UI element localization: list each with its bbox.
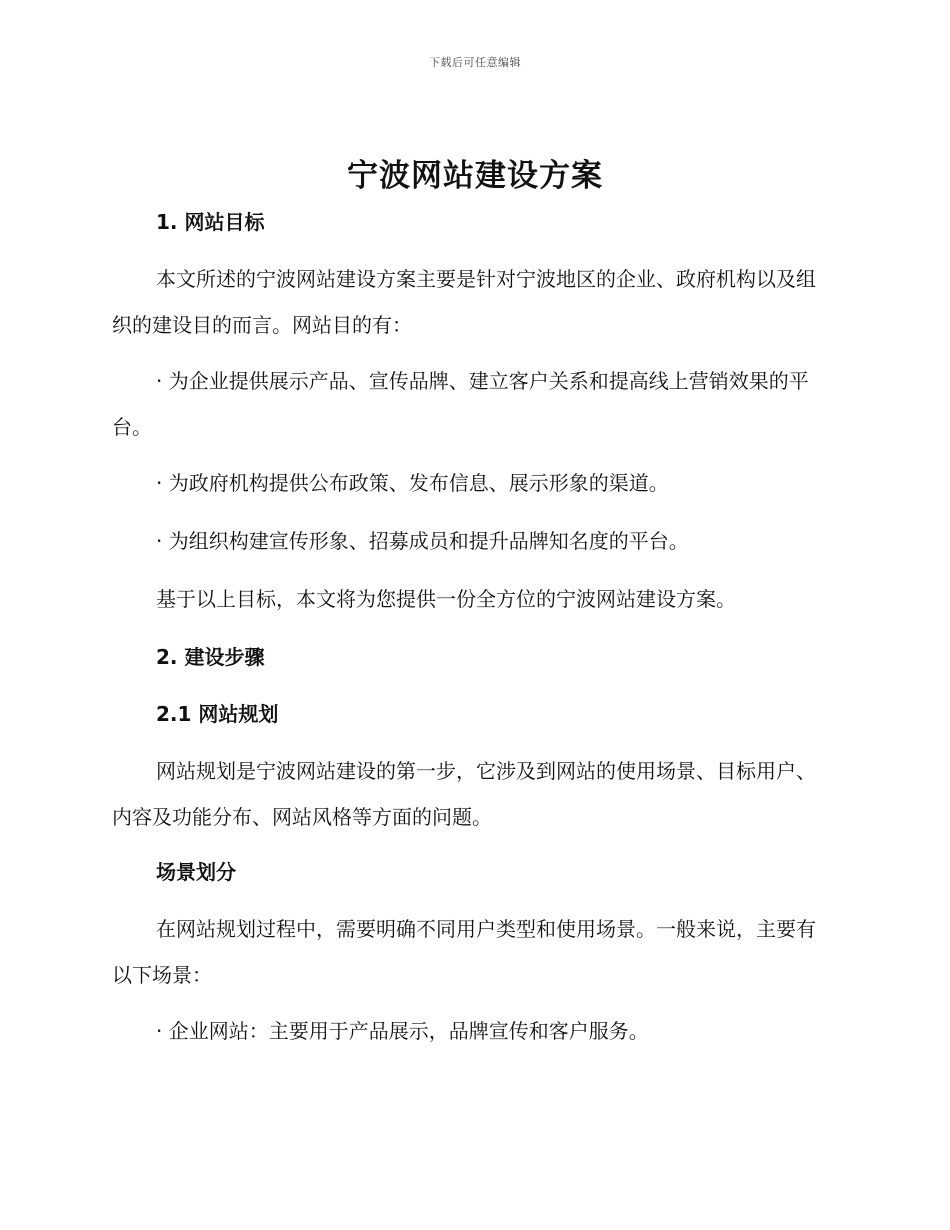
bullet-enterprise-site: · 企业网站：主要用于产品展示，品牌宣传和客户服务。 [156, 1019, 649, 1043]
section-heading-2: 2. 建设步骤 [156, 645, 265, 669]
paragraph-scenes: 在网站规划过程中，需要明确不同用户类型和使用场景。一般来说，主要有以下场景： [112, 917, 816, 987]
subheading-scene-division: 场景划分 [156, 860, 236, 884]
section-heading-1: 1. 网站目标 [156, 210, 265, 234]
bullet-organization: · 为组织构建宣传形象、招募成员和提升品牌知名度的平台。 [156, 529, 689, 553]
header-note: 下载后可任意编辑 [429, 56, 521, 69]
paragraph-goals-summary: 基于以上目标，本文将为您提供一份全方位的宁波网站建设方案。 [156, 587, 736, 611]
bullet-government: · 为政府机构提供公布政策、发布信息、展示形象的渠道。 [156, 471, 669, 495]
paragraph-goals-intro: 本文所述的宁波网站建设方案主要是针对宁波地区的企业、政府机构以及组织的建设目的而言。网站目的有： [112, 267, 816, 337]
subsection-heading-2-1: 2.1 网站规划 [156, 702, 279, 726]
paragraph-site-planning: 网站规划是宁波网站建设的第一步，它涉及到网站的使用场景、目标用户、内容及功能分布、网站风格等方面的问题。 [112, 759, 816, 829]
bullet-enterprise: · 为企业提供展示产品、宣传品牌、建立客户关系和提高线上营销效果的平台。 [112, 369, 809, 439]
document-title: 宁波网站建设方案 [347, 158, 603, 194]
